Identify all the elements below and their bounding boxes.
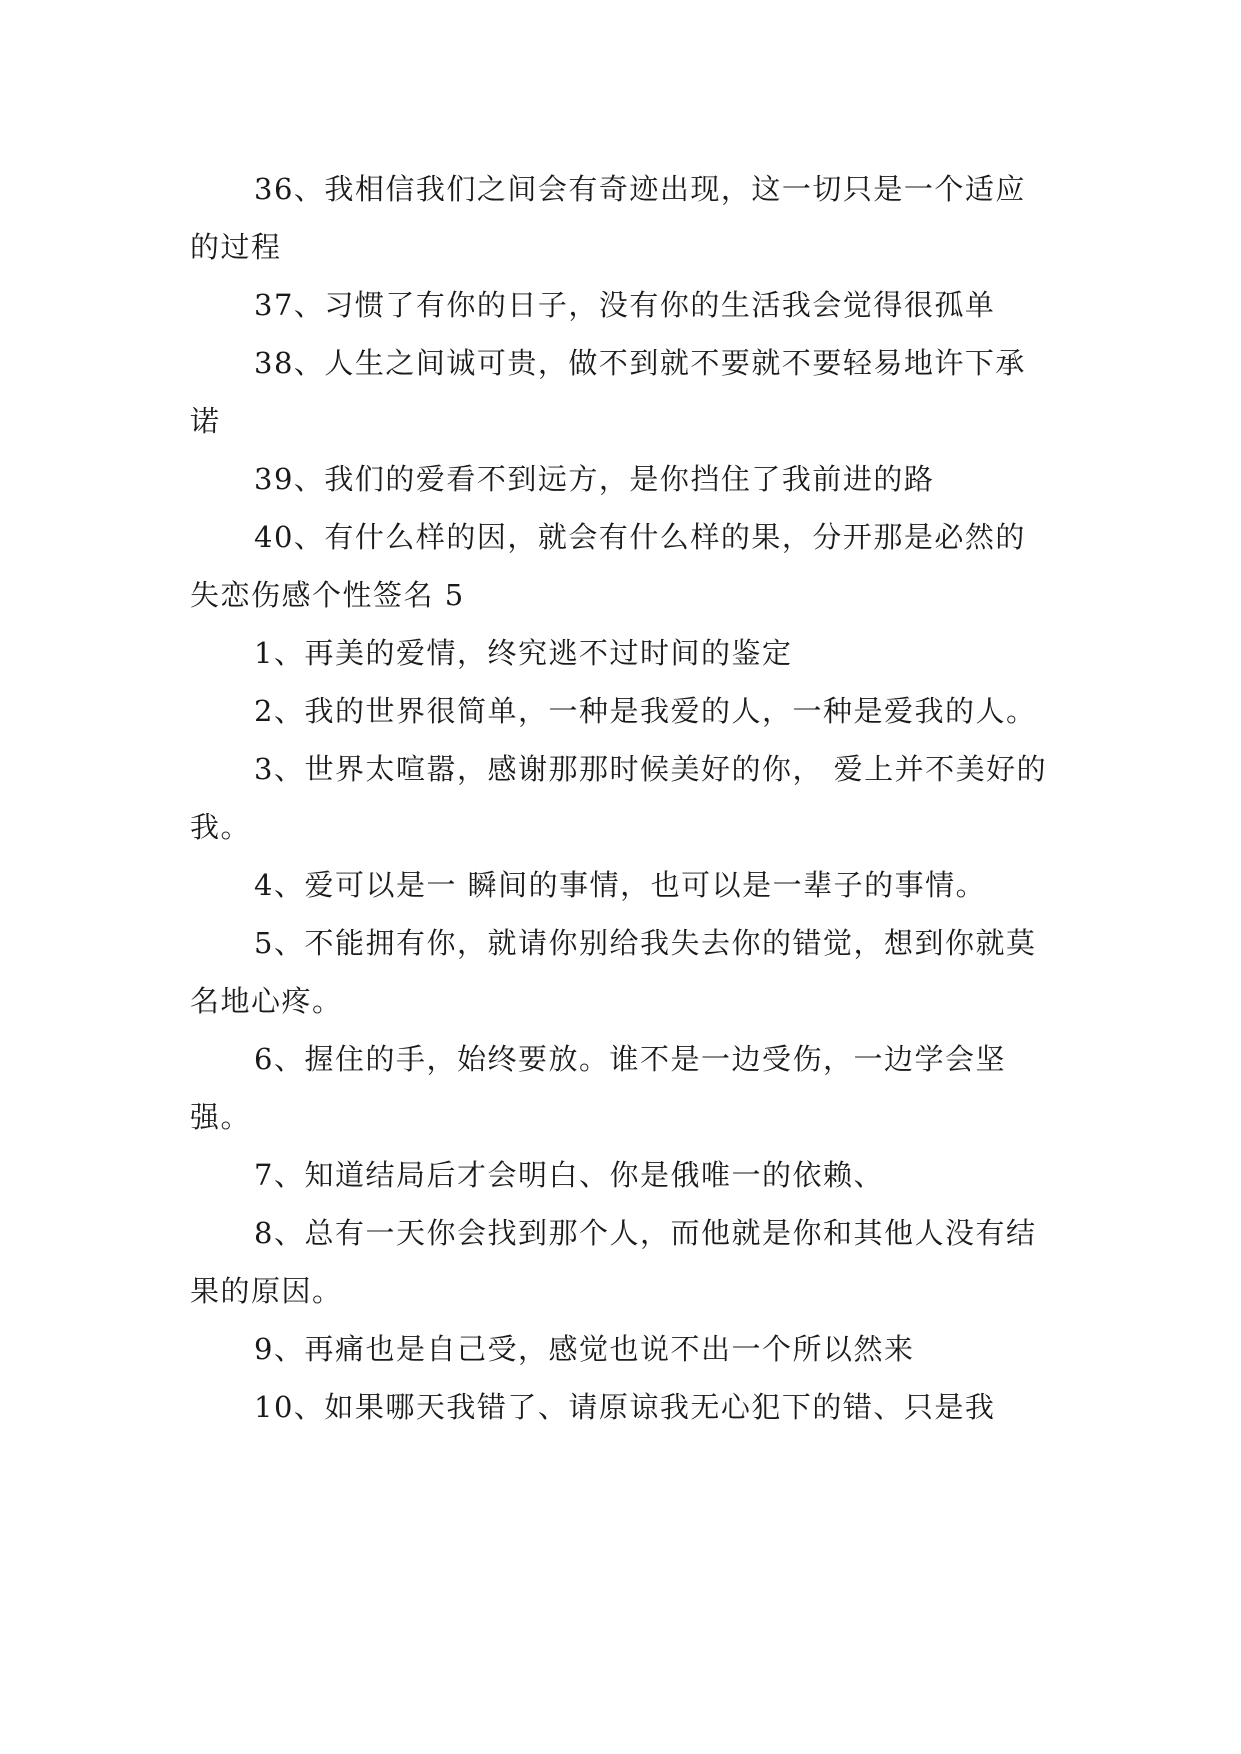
paragraph-3: 3、世界太喧嚣，感谢那那时候美好的你， 爱上并不美好的我。 [190, 752, 1048, 844]
paragraph-38: 38、人生之间诚可贵，做不到就不要就不要轻易地许下承诺 [190, 346, 1026, 438]
paragraph-8: 8、总有一天你会找到那个人，而他就是你和其他人没有结果的原因。 [190, 1216, 1037, 1308]
paragraph-2: 2、我的世界很简单，一种是我爱的人，一种是爱我的人。 [254, 694, 1037, 728]
section-heading: 失恋伤感个性签名 5 [190, 578, 465, 612]
paragraph-5: 5、不能拥有你，就请你别给我失去你的错觉，想到你就莫名地心疼。 [190, 926, 1037, 1018]
paragraph-10: 10、如果哪天我错了、请原谅我无心犯下的错、只是我 [254, 1390, 996, 1424]
paragraph-4: 4、爱可以是一 瞬间的事情，也可以是一辈子的事情。 [254, 868, 987, 902]
paragraph-7: 7、知道结局后才会明白、你是俄唯一的依赖、 [254, 1158, 884, 1192]
paragraph-40: 40、有什么样的因，就会有什么样的果，分开那是必然的 [254, 520, 1026, 554]
paragraph-9: 9、再痛也是自己受，感觉也说不出一个所以然来 [254, 1332, 915, 1366]
paragraph-1: 1、再美的爱情，终究逃不过时间的鉴定 [254, 636, 793, 670]
paragraph-39: 39、我们的爱看不到远方，是你挡住了我前进的路 [254, 462, 935, 496]
paragraph-6: 6、握住的手，始终要放。谁不是一边受伤，一边学会坚强。 [190, 1042, 1006, 1134]
paragraph-36: 36、我相信我们之间会有奇迹出现，这一切只是一个适应的过程 [190, 172, 1026, 264]
paragraph-37: 37、习惯了有你的日子，没有你的生活我会觉得很孤单 [254, 288, 996, 322]
document-body [190, 160, 1050, 1436]
